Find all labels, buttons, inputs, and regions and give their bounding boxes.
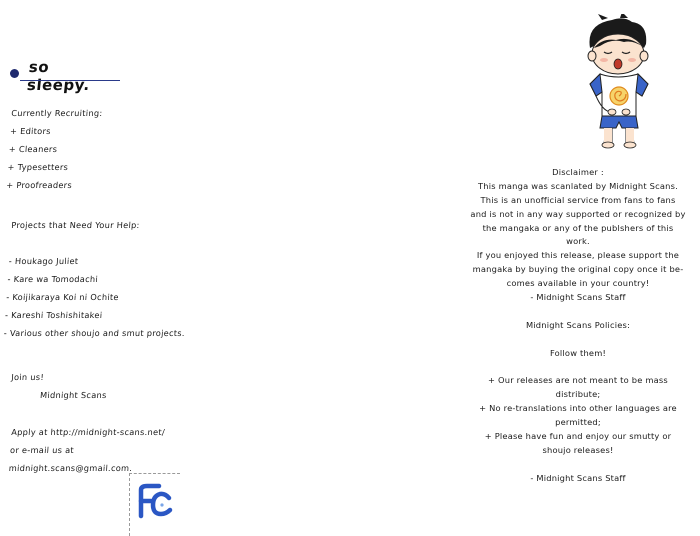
spacer: [462, 333, 694, 347]
sleepy-child-illustration: [572, 14, 672, 150]
apply-email-intro: or e-mail us at: [9, 445, 75, 455]
disclaimer-line: the mangaka or any of the publshers of this: [482, 222, 674, 233]
policy-line: permitted;: [555, 417, 601, 428]
fc-logo-icon: [129, 473, 180, 536]
policy-line: distribute;: [555, 389, 601, 400]
policy-line: + Our releases are not meant to be mass: [488, 375, 668, 386]
spacer: [462, 360, 694, 374]
disclaimer-line: This manga was scanlated by Midnight Scans.: [478, 180, 678, 191]
project-item: - Kareshi Toshishitakei: [4, 310, 103, 320]
join-line: Join us!: [11, 372, 45, 382]
disclaimer-line: and is not in any way supported or recognized by: [470, 208, 686, 219]
disclaimer-line: work.: [566, 236, 590, 247]
policy-line: + No re-translations into other languages are: [479, 403, 677, 414]
disclaimer-line: This is an unofficial service from fans to fans: [480, 194, 676, 205]
group-name: Midnight Scans: [39, 390, 108, 400]
disclaimer-heading: Disclaimer :: [552, 167, 604, 177]
recruiting-heading: Currently Recruiting:: [11, 108, 103, 118]
apply-email: midnight.scans@gmail.com.: [8, 463, 133, 473]
project-item: - Kare wa Tomodachi: [7, 274, 99, 284]
project-item: - Houkago Juliet: [8, 256, 79, 266]
title-underline: [20, 80, 120, 81]
recruit-item: + Typesetters: [7, 162, 69, 172]
spacer: [462, 458, 694, 472]
policies-heading: Midnight Scans Policies:: [525, 319, 631, 330]
disclaimer-block: [462, 166, 694, 486]
policy-line: shoujo releases!: [542, 444, 614, 455]
project-item: - Koijikaraya Koi ni Ochite: [5, 292, 120, 302]
disclaimer-line: mangaka by buying the original copy once it be-: [472, 264, 684, 275]
apply-section: [8, 423, 165, 477]
policy-line: + Please have fun and enjoy our smutty or: [484, 430, 672, 441]
recruiting-section: [6, 104, 103, 194]
page-title: so sleepy.: [26, 58, 91, 94]
project-item: - Various other shoujo and smut projects.: [3, 328, 186, 338]
projects-section: [3, 216, 193, 342]
follow-line: Follow them!: [549, 347, 607, 358]
policies-signature: - Midnight Scans Staff: [530, 472, 626, 483]
recruit-item: + Editors: [9, 126, 52, 136]
spacer: [462, 305, 694, 319]
join-section: [9, 368, 108, 404]
disclaimer-signature: - Midnight Scans Staff: [530, 292, 626, 303]
bullet-dot-icon: [10, 69, 19, 78]
projects-heading: Projects that Need Your Help:: [11, 220, 141, 230]
apply-url-line: Apply at http://midnight-scans.net/: [11, 427, 166, 437]
recruit-item: + Proofreaders: [5, 180, 73, 190]
title-row: [8, 56, 112, 94]
recruit-item: + Cleaners: [8, 144, 58, 154]
disclaimer-line: comes available in your country!: [506, 278, 650, 289]
disclaimer-line: If you enjoyed this release, please support the: [476, 250, 680, 261]
